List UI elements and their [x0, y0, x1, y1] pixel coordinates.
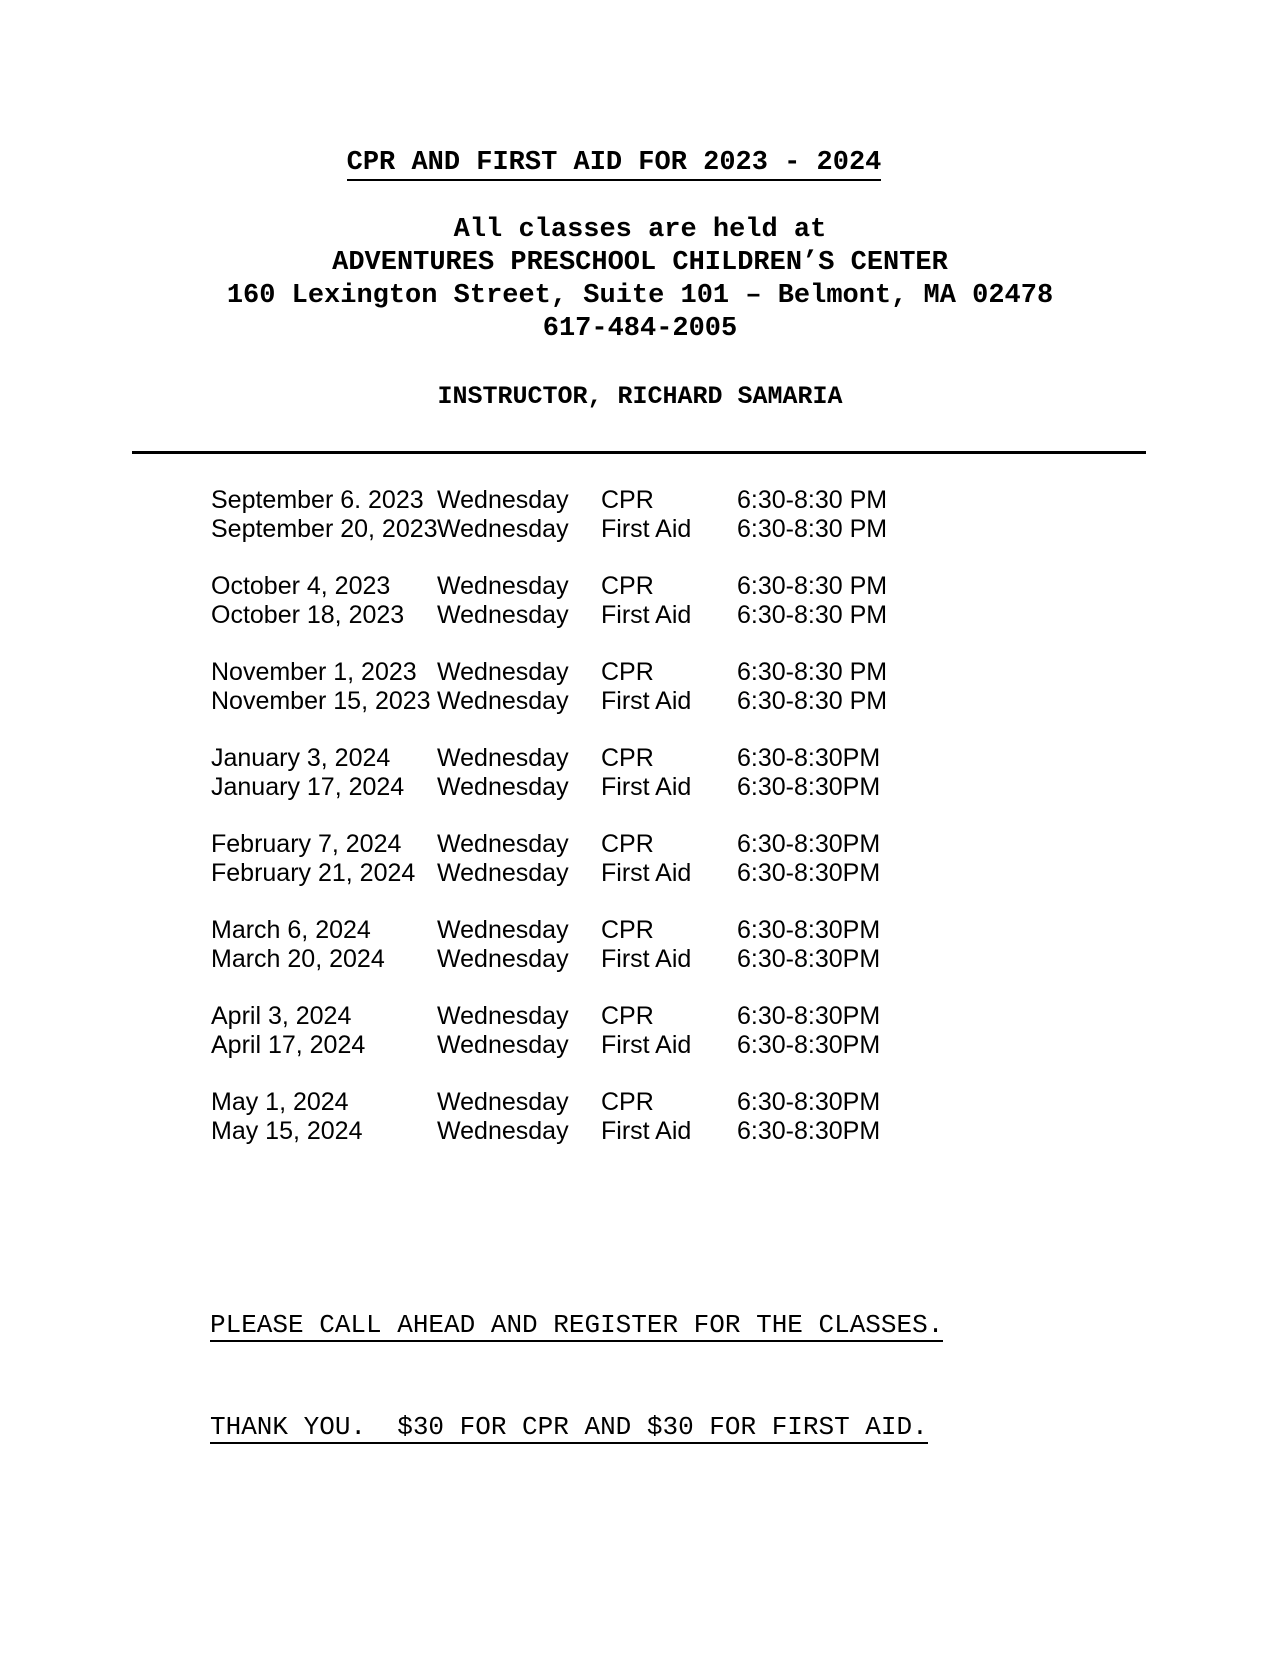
schedule-month-group: [211, 830, 1011, 888]
class-date: January 3, 2024: [211, 744, 391, 772]
class-time: 6:30-8:30 PM: [737, 687, 888, 715]
schedule-month-group: [211, 916, 1011, 974]
class-type: First Aid: [601, 945, 692, 973]
class-date: March 6, 2024: [211, 916, 371, 944]
class-type: CPR: [601, 830, 654, 858]
class-time: 6:30-8:30PM: [737, 1031, 881, 1059]
class-date: November 1, 2023: [211, 658, 417, 686]
class-day: Wednesday: [437, 572, 569, 600]
schedule-row: [211, 945, 1011, 974]
document-title-text: CPR AND FIRST AID FOR 2023 - 2024: [347, 148, 882, 181]
class-type: CPR: [601, 572, 654, 600]
location-header: [0, 214, 1280, 346]
class-type: First Aid: [601, 1031, 692, 1059]
class-date: January 17, 2024: [211, 773, 405, 801]
schedule-month-group: [211, 486, 1011, 544]
class-date: October 4, 2023: [211, 572, 391, 600]
class-day: Wednesday: [437, 916, 569, 944]
instructor-line: INSTRUCTOR, RICHARD SAMARIA: [437, 382, 843, 411]
class-time: 6:30-8:30 PM: [737, 658, 888, 686]
class-day: Wednesday: [437, 658, 569, 686]
class-day: Wednesday: [437, 1088, 569, 1116]
class-type: CPR: [601, 744, 654, 772]
schedule-row: [211, 916, 1011, 945]
class-schedule: [211, 486, 1011, 1174]
class-time: 6:30-8:30PM: [737, 1088, 881, 1116]
class-time: 6:30-8:30PM: [737, 744, 881, 772]
schedule-row: [211, 601, 1011, 630]
class-time: 6:30-8:30 PM: [737, 601, 888, 629]
schedule-month-group: [211, 1088, 1011, 1146]
schedule-row: [211, 773, 1011, 802]
class-type: CPR: [601, 916, 654, 944]
schedule-row: [211, 658, 1011, 687]
class-date: September 20, 2023: [211, 515, 438, 543]
class-date: May 15, 2024: [211, 1117, 363, 1145]
class-day: Wednesday: [437, 486, 569, 514]
venue-name: ADVENTURES PRESCHOOL CHILDREN’S CENTER: [332, 248, 948, 278]
class-type: CPR: [601, 486, 654, 514]
class-time: 6:30-8:30PM: [737, 830, 881, 858]
class-time: 6:30-8:30 PM: [737, 515, 888, 543]
class-day: Wednesday: [437, 1002, 569, 1030]
registration-note: [210, 1240, 943, 1478]
registration-note-line2: THANK YOU. $30 FOR CPR AND $30 FOR FIRST AID.: [210, 1412, 928, 1442]
schedule-row: [211, 830, 1011, 859]
schedule-month-group: [211, 744, 1011, 802]
class-date: May 1, 2024: [211, 1088, 349, 1116]
class-date: September 6. 2023: [211, 486, 424, 514]
class-day: Wednesday: [437, 1117, 569, 1145]
document-title: [0, 146, 1254, 180]
class-day: Wednesday: [437, 1031, 569, 1059]
class-type: First Aid: [601, 859, 692, 887]
class-type: First Aid: [601, 515, 692, 543]
class-type: First Aid: [601, 601, 692, 629]
registration-note-line1: PLEASE CALL AHEAD AND REGISTER FOR THE CLASSES.: [210, 1310, 944, 1340]
class-day: Wednesday: [437, 601, 569, 629]
schedule-row: [211, 1031, 1011, 1060]
venue-phone: 617-484-2005: [542, 314, 738, 344]
schedule-row: [211, 1088, 1011, 1117]
class-time: 6:30-8:30PM: [737, 1117, 881, 1145]
class-type: First Aid: [601, 1117, 692, 1145]
schedule-row: [211, 1002, 1011, 1031]
class-type: CPR: [601, 658, 654, 686]
class-date: March 20, 2024: [211, 945, 385, 973]
class-time: 6:30-8:30PM: [737, 945, 881, 973]
venue-address: 160 Lexington Street, Suite 101 – Belmont, MA 02478: [226, 281, 1054, 311]
schedule-row: [211, 486, 1011, 515]
class-time: 6:30-8:30 PM: [737, 572, 888, 600]
class-date: October 18, 2023: [211, 601, 405, 629]
schedule-row: [211, 744, 1011, 773]
schedule-row: [211, 859, 1011, 888]
class-time: 6:30-8:30PM: [737, 1002, 881, 1030]
class-type: CPR: [601, 1088, 654, 1116]
class-day: Wednesday: [437, 773, 569, 801]
schedule-month-group: [211, 1002, 1011, 1060]
class-day: Wednesday: [437, 515, 569, 543]
schedule-row: [211, 687, 1011, 716]
schedule-row: [211, 572, 1011, 601]
class-day: Wednesday: [437, 830, 569, 858]
class-type: CPR: [601, 1002, 654, 1030]
schedule-month-group: [211, 572, 1011, 630]
class-date: April 17, 2024: [211, 1031, 366, 1059]
schedule-row: [211, 1117, 1011, 1146]
class-day: Wednesday: [437, 744, 569, 772]
class-time: 6:30-8:30PM: [737, 916, 881, 944]
class-type: First Aid: [601, 687, 692, 715]
class-date: February 7, 2024: [211, 830, 402, 858]
schedule-month-group: [211, 658, 1011, 716]
class-day: Wednesday: [437, 945, 569, 973]
class-time: 6:30-8:30 PM: [737, 486, 888, 514]
class-type: First Aid: [601, 773, 692, 801]
class-time: 6:30-8:30PM: [737, 773, 881, 801]
class-date: November 15, 2023: [211, 687, 431, 715]
horizontal-divider: [132, 451, 1146, 454]
class-date: April 3, 2024: [211, 1002, 352, 1030]
class-time: 6:30-8:30PM: [737, 859, 881, 887]
class-date: February 21, 2024: [211, 859, 416, 887]
header-intro: All classes are held at: [453, 215, 827, 245]
class-day: Wednesday: [437, 687, 569, 715]
class-day: Wednesday: [437, 859, 569, 887]
schedule-row: [211, 515, 1011, 544]
